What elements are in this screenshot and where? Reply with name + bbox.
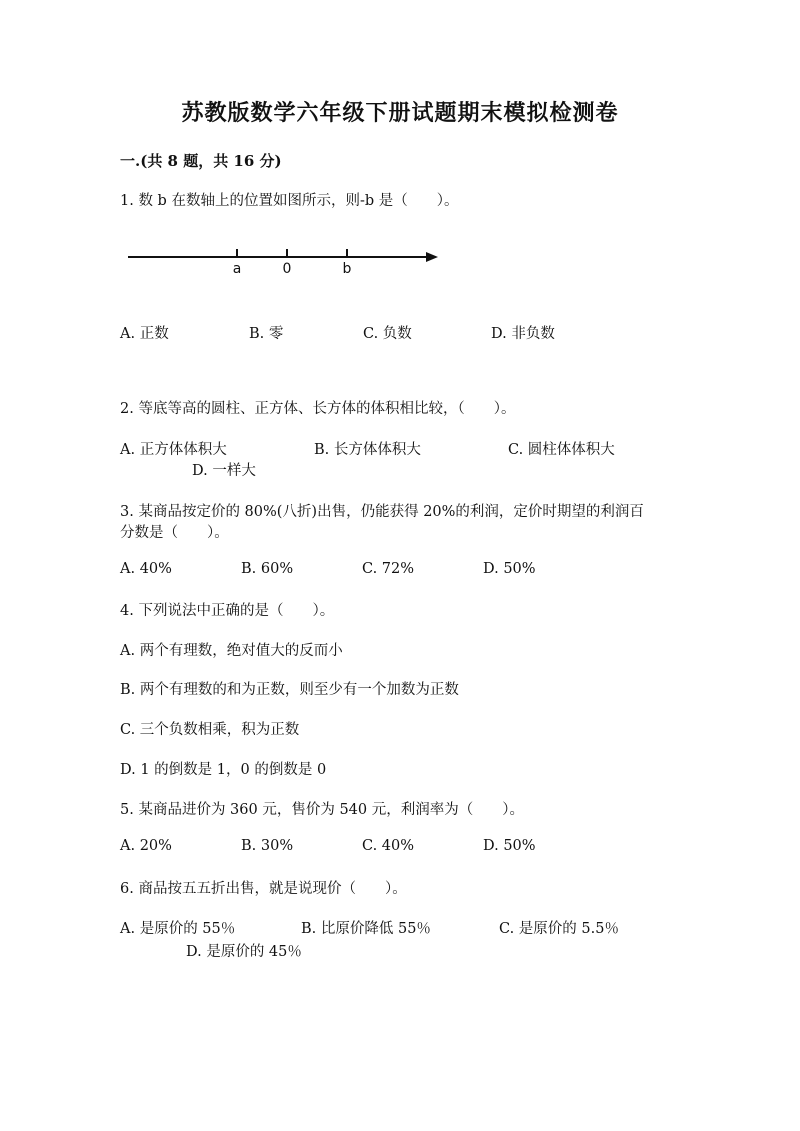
q5-option-b: B. 30% xyxy=(241,838,294,854)
number-line-figure xyxy=(120,240,450,280)
q2-option-c: C. 圆柱体体积大 xyxy=(508,442,615,458)
question-3-text-line2: 分数是（ ）。 xyxy=(120,525,229,541)
question-5-text: 5. 某商品进价为 360 元，售价为 540 元，利润率为（ ）。 xyxy=(120,802,524,818)
q1-option-b: B. 零 xyxy=(249,326,284,342)
question-6-text: 6. 商品按五五折出售，就是说现价（ ）。 xyxy=(120,881,407,897)
q4-option-c: C. 三个负数相乘，积为正数 xyxy=(120,722,300,738)
q6-option-b: B. 比原价降低 55％ xyxy=(301,921,431,937)
q3-option-d: D. 50% xyxy=(483,561,536,577)
q5-option-c: C. 40% xyxy=(362,838,415,854)
number-line-arrow-icon xyxy=(426,252,438,262)
q5-option-a: A. 20% xyxy=(120,838,172,854)
tick-label-zero: 0 xyxy=(282,261,292,277)
q5-option-d: D. 50% xyxy=(483,838,536,854)
q3-option-c: C. 72% xyxy=(362,561,415,577)
q2-option-d: D. 一样大 xyxy=(192,463,256,479)
q2-option-a: A. 正方体体积大 xyxy=(120,442,227,458)
tick-label-a: a xyxy=(232,261,242,277)
section-heading: 一.(共 8 题，共 16 分) xyxy=(120,152,282,170)
question-1-text: 1. 数 b 在数轴上的位置如图所示，则-b 是（ ）。 xyxy=(120,193,459,209)
question-3-text-line1: 3. 某商品按定价的 80%(八折)出售，仍能获得 20%的利润，定价时期望的利润百 xyxy=(120,504,644,520)
q4-option-d: D. 1 的倒数是 1，0 的倒数是 0 xyxy=(120,762,327,778)
q1-option-d: D. 非负数 xyxy=(491,326,555,342)
q1-option-c: C. 负数 xyxy=(363,326,412,342)
q4-option-b: B. 两个有理数的和为正数，则至少有一个加数为正数 xyxy=(120,682,459,698)
tick-label-b: b xyxy=(342,261,352,277)
q3-option-b: B. 60% xyxy=(241,561,294,577)
question-4-text: 4. 下列说法中正确的是（ ）。 xyxy=(120,603,335,619)
q3-option-a: A. 40% xyxy=(120,561,172,577)
q2-option-b: B. 长方体体积大 xyxy=(314,442,421,458)
q6-option-a: A. 是原价的 55％ xyxy=(120,921,236,937)
page-title: 苏教版数学六年级下册试题期末模拟检测卷 xyxy=(181,100,619,126)
q4-option-a: A. 两个有理数，绝对值大的反而小 xyxy=(120,643,343,659)
q6-option-d: D. 是原价的 45％ xyxy=(186,944,302,960)
q1-option-a: A. 正数 xyxy=(120,326,169,342)
question-2-text: 2. 等底等高的圆柱、正方体、长方体的体积相比较，（ ）。 xyxy=(120,401,516,417)
q6-option-c: C. 是原价的 5.5％ xyxy=(499,921,619,937)
